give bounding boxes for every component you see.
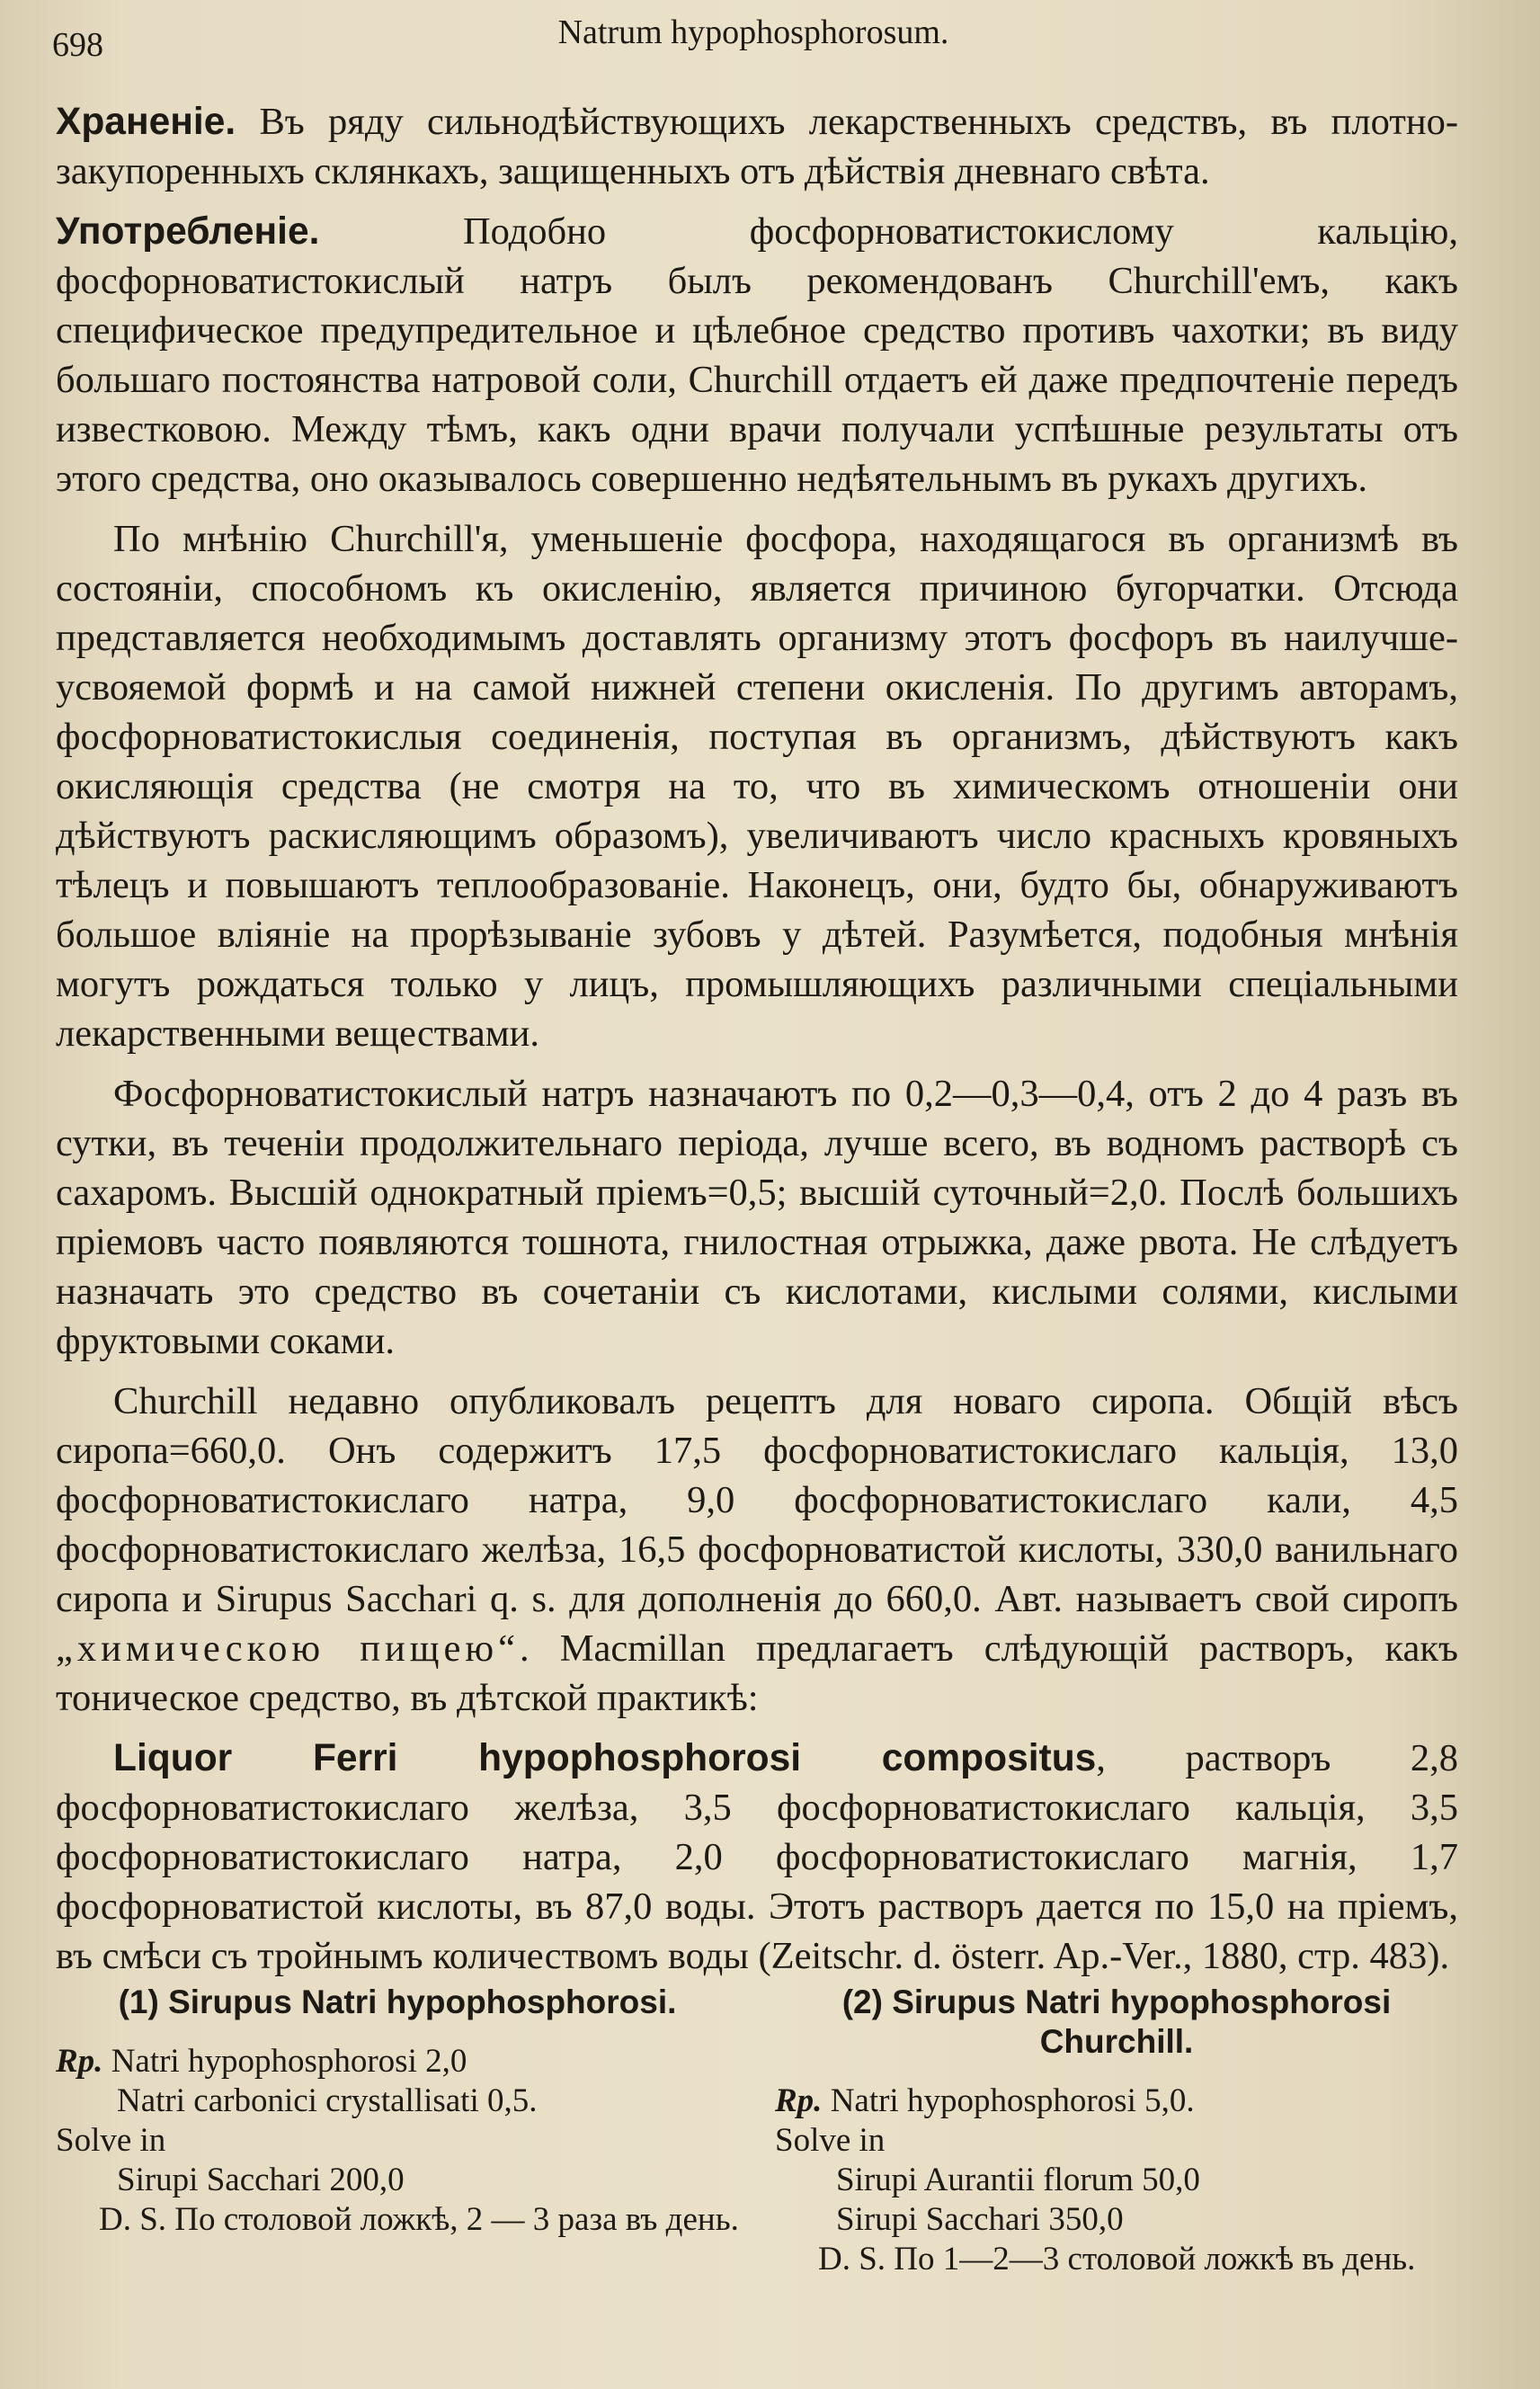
recipe-2-signature: D. S. По 1—2—3 столовой ложкѣ въ день. bbox=[818, 2241, 1416, 2278]
recipe-2-rx: Rp. bbox=[775, 2082, 823, 2119]
recipe-1 bbox=[56, 1983, 739, 2240]
recipe-1-ingredient-3: Sirupi Sacchari 200,0 bbox=[117, 2162, 405, 2198]
recipes-section bbox=[56, 1983, 1458, 2342]
recipe-2-ingredient-3: Sirupi Sacchari 350,0 bbox=[836, 2201, 1124, 2238]
recipe-1-line1 bbox=[56, 2042, 739, 2081]
recipe-2-title: (2) Sirupus Natri hypophosphorosi Churchill. bbox=[841, 1983, 1392, 2060]
theory-paragraph: По мнѣнію Churchill'я, уменьшеніе фосфора, находящагося въ организмѣ въ состояніи, способномъ къ окисленію, является причиною бугорчатки. Отсюда представляется необходимымъ доставлять организму этотъ фосфоръ въ наилучше-усвояемой формѣ и на самой нижней степени окисленія. По другимъ авторамъ, фосфорноватистокислыя соединенія, поступая въ организмъ, дѣйствуютъ какъ окисляющія средства (не смотря на то, что въ химическомъ отношеніи они дѣйствуютъ раскисляющимъ образомъ), увеличиваютъ число красныхъ кровяныхъ тѣлецъ и повышаютъ теплообразованіе. Наконецъ, они, будто бы, обнаруживаютъ большое вліяніе на прорѣзываніе зубовъ у дѣтей. Разумѣется, подобныя мнѣнія могутъ рождаться только у лицъ, промышляющихъ различными спеціальными лекарственными веществами. bbox=[56, 518, 1458, 1055]
liquor-heading: Liquor Ferri hypophosphorosi compositus bbox=[113, 1737, 1097, 1779]
recipe-2-solve: Solve in bbox=[775, 2122, 886, 2159]
recipe-1-solve: Solve in bbox=[56, 2122, 166, 2159]
main-text bbox=[56, 97, 1458, 1992]
recipe-1-signature: D. S. По столовой ложкѣ, 2 — 3 раза въ день. bbox=[99, 2201, 739, 2238]
liquor-text: , растворъ 2,8 фосфорноватистокислаго желѣза, 3,5 фосфорноватистокислаго кальція, 3,5 фосфорноватистокислаго натра, 2,0 фосфорноватистокислаго магнія, 1,7 фосфорноватистой кислоты, въ 87,0 воды. Этотъ растворъ дается по 15,0 на пріемъ, въ смѣси съ тройнымъ количествомъ воды (Zeitschr. d. österr. Ap.-Ver., 1880, стр. 483). bbox=[56, 1737, 1458, 1977]
storage-heading: Храненіе. bbox=[56, 101, 236, 143]
recipe-1-title: (1) Sirupus Natri hypophosphorosi. bbox=[118, 1983, 677, 2020]
usage-text: Подобно фосфорноватистокислому кальцію, фосфорноватистокислый натръ былъ рекомендованъ Churchill'емъ, какъ специфическое предупредительное и цѣлебное средство противъ чахотки; въ виду большаго постоянства натровой соли, Churchill отдаетъ ей даже предпочтеніе передъ известковою. Между тѣмъ, какъ одни врачи получали успѣшные результаты отъ этого средства, оно оказывалось совершенно недѣятельнымъ въ рукахъ другихъ. bbox=[56, 210, 1458, 500]
liquor-paragraph bbox=[56, 1734, 1458, 1981]
page-header bbox=[52, 5, 1455, 68]
recipe-1-ingredient-1: Natri hypophosphorosi 2,0 bbox=[102, 2043, 467, 2080]
recipe-2-line1 bbox=[775, 2081, 1458, 2121]
storage-text: Въ ряду сильнодѣйствующихъ лекарственныхъ средствъ, въ плотно-закупоренныхъ склянкахъ, защищенныхъ отъ дѣйствія дневнаго свѣта. bbox=[56, 101, 1458, 192]
usage-paragraph bbox=[56, 207, 1458, 504]
storage-paragraph bbox=[56, 97, 1458, 196]
running-title: Natrum hypophosphorosum. bbox=[557, 13, 949, 51]
chemical-food-phrase: „химическою пищею“ bbox=[56, 1627, 520, 1670]
usage-heading: Употребленіе. bbox=[56, 210, 320, 253]
dosage-paragraph: Фосфорноватистокислый натръ назначаютъ по 0,2—0,3—0,4, отъ 2 до 4 разъ въ сутки, въ теченіи продолжительнаго періода, лучше всего, въ водномъ растворѣ съ сахаромъ. Высшій однократный пріемъ=0,5; высшій суточный=2,0. Послѣ большихъ пріемовъ часто появляются тошнота, гнилостная отрыжка, даже рвота. Не слѣдуетъ назначать это средство въ сочетаніи съ кислотами, кислыми солями, кислыми фруктовыми соками. bbox=[56, 1073, 1458, 1362]
page-number: 698 bbox=[52, 26, 103, 64]
syrup-text-b: . Macmillan предлагаетъ слѣдующій растворъ, какъ тоническое средство, въ дѣтской практикѣ: bbox=[56, 1627, 1458, 1719]
recipe-2 bbox=[775, 1983, 1458, 2279]
recipe-1-rx: Rp. bbox=[56, 2043, 103, 2080]
recipe-1-ingredient-2: Natri carbonici crystallisati 0,5. bbox=[117, 2082, 538, 2119]
recipe-2-ingredient-2: Sirupi Aurantii florum 50,0 bbox=[836, 2162, 1200, 2198]
churchill-syrup-paragraph bbox=[56, 1377, 1458, 1723]
syrup-text-a: Churchill недавно опубликовалъ рецептъ для новаго сиропа. Общій вѣсъ сиропа=660,0. Онъ содержитъ 17,5 фосфорноватистокислаго кальція, 13,0 фосфорноватистокислаго натра, 9,0 фосфорноватистокислаго кали, 4,5 фосфорноватистокислаго желѣза, 16,5 фосфорноватистой кислоты, 330,0 ванильнаго сиропа и Sirupus Sacchari q. s. для дополненія до 660,0. Авт. называетъ свой сиропъ bbox=[56, 1380, 1458, 1620]
recipe-2-ingredient-1: Natri hypophosphorosi 5,0. bbox=[822, 2082, 1195, 2119]
